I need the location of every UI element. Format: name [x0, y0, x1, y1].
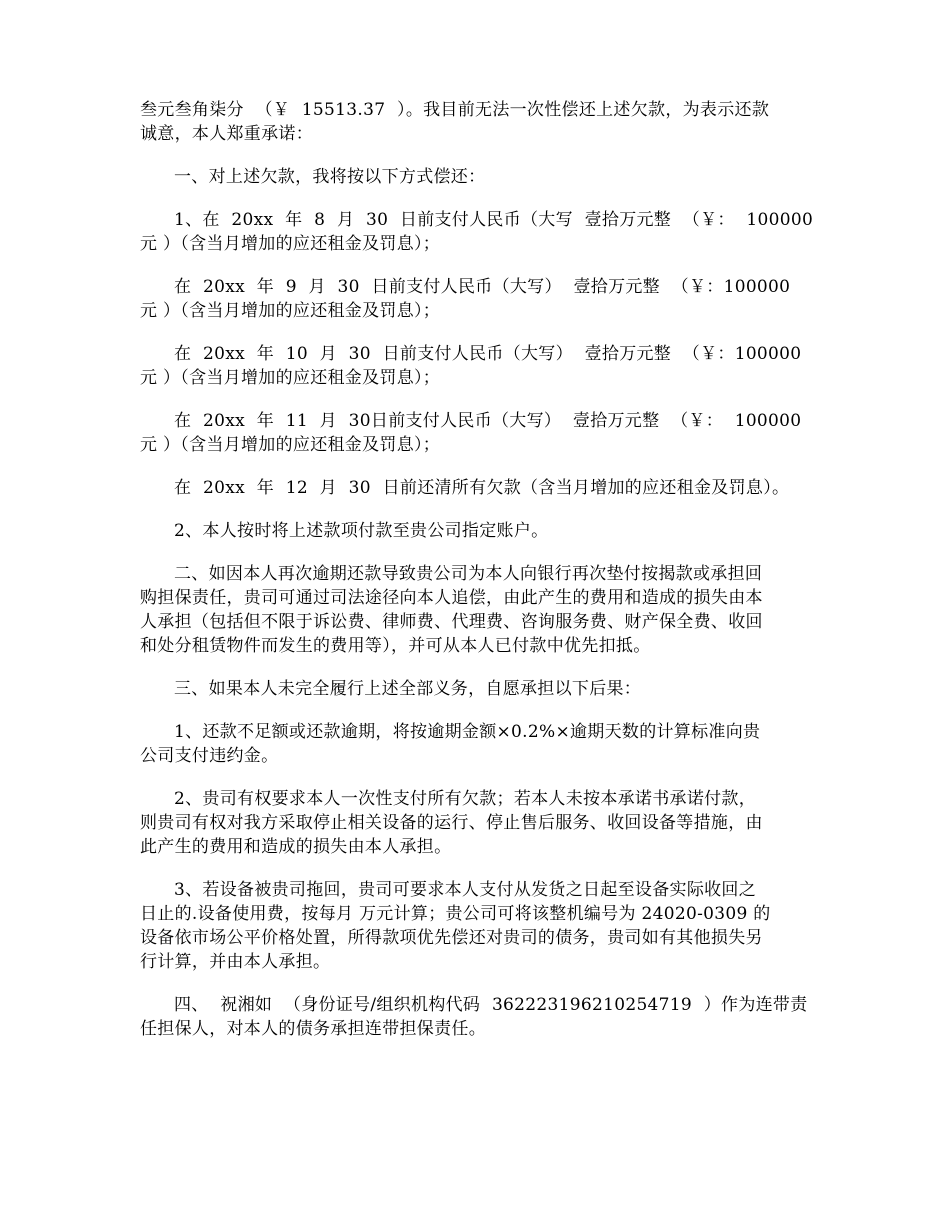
paragraph-line: 此产生的费用和造成的损失由本人承担。	[140, 837, 452, 857]
paragraph-line: 元 ）（含当月增加的应还租金及罚息）；	[140, 435, 441, 455]
paragraph-line: 任担保人，对本人的债务承担连带担保责任。	[140, 1019, 486, 1039]
paragraph-line: 元 ）（含当月增加的应还租金及罚息）；	[140, 368, 441, 388]
paragraph-line: 二、如因本人再次逾期还款导致贵公司为本人向银行再次垫付按揭款或承担回	[174, 564, 763, 584]
section-two-overdue-clause	[140, 562, 810, 658]
penalty-clause	[140, 720, 810, 768]
paragraph-line: 在 20xx 年 11 月 30日前支付人民币（大写） 壹拾万元整 （￥： 100000	[174, 411, 802, 431]
payment-account-clause	[140, 519, 810, 543]
payment-schedule-december	[140, 476, 810, 500]
equipment-recovery-clause	[140, 878, 810, 974]
paragraph-line: 三、如果本人未完全履行上述全部义务，自愿承担以下后果：	[174, 679, 642, 699]
paragraph-line: 3、若设备被贵司拖回，贵司可要求本人支付从发货之日起至设备实际收回之	[174, 880, 757, 900]
paragraph-line: 叁元叁角柒分 （￥ 15513.37 ）。我目前无法一次性偿还上述欠款，为表示还款	[140, 100, 770, 120]
payment-schedule-november	[140, 409, 810, 457]
paragraph-line: 1、还款不足额或还款逾期，将按逾期金额×0.2%×逾期天数的计算标准向贵	[174, 722, 761, 742]
lump-sum-clause	[140, 787, 810, 859]
paragraph-line: 诚意，本人郑重承诺：	[140, 124, 313, 144]
paragraph-line: 人承担（包括但不限于诉讼费、律师费、代理费、咨询服务费、财产保全费、收回	[140, 612, 763, 632]
paragraph-line: 在 20xx 年 12 月 30 日前还清所有欠款（含当月增加的应还租金及罚息）。	[174, 478, 790, 498]
paragraph-line: 元 ）（含当月增加的应还租金及罚息）；	[140, 234, 441, 254]
paragraph-line: 和处分租赁物件而发生的费用等），并可从本人已付款中优先扣抵。	[140, 636, 651, 656]
payment-schedule-september	[140, 275, 810, 323]
paragraph-line: 一、对上述欠款，我将按以下方式偿还：	[174, 167, 486, 187]
paragraph-line: 2、本人按时将上述款项付款至贵公司指定账户。	[174, 521, 549, 541]
paragraph-line: 则贵司有权对我方采取停止相关设备的运行、停止售后服务、收回设备等措施，由	[140, 813, 763, 833]
paragraph-line: 行计算，并由本人承担。	[140, 952, 331, 972]
paragraph-line: 日止的.设备使用费，按每月 万元计算；贵公司可将该整机编号为 24020-0309 的	[140, 904, 771, 924]
paragraph-line: 1、在 20xx 年 8 月 30 日前支付人民币（大写 壹拾万元整 （￥： 100000	[174, 210, 814, 230]
paragraph-line: 元 ）（含当月增加的应还租金及罚息）；	[140, 301, 441, 321]
payment-schedule-august	[140, 208, 814, 256]
section-three-heading	[140, 677, 810, 701]
paragraph-line: 在 20xx 年 10 月 30 日前支付人民币（大写） 壹拾万元整 （￥：100000	[174, 344, 802, 364]
paragraph-debt-amount	[140, 98, 810, 146]
paragraph-line: 四、 祝湘如 （身份证号/组织机构代码 362223196210254719 ）作为连带责	[174, 995, 808, 1015]
paragraph-line: 公司支付违约金。	[140, 746, 279, 766]
paragraph-line: 在 20xx 年 9 月 30 日前支付人民币（大写） 壹拾万元整 （￥：100000	[174, 277, 791, 297]
paragraph-line: 2、贵司有权要求本人一次性支付所有欠款；若本人未按本承诺书承诺付款，	[174, 789, 757, 809]
payment-schedule-october	[140, 342, 810, 390]
section-heading-one	[140, 165, 810, 189]
paragraph-line: 设备依市场公平价格处置，所得款项优先偿还对贵司的债务，贵司如有其他损失另	[140, 928, 763, 948]
guarantor-clause	[140, 993, 810, 1041]
paragraph-line: 购担保责任，贵司可通过司法途径向本人追偿，由此产生的费用和造成的损失由本	[140, 588, 763, 608]
